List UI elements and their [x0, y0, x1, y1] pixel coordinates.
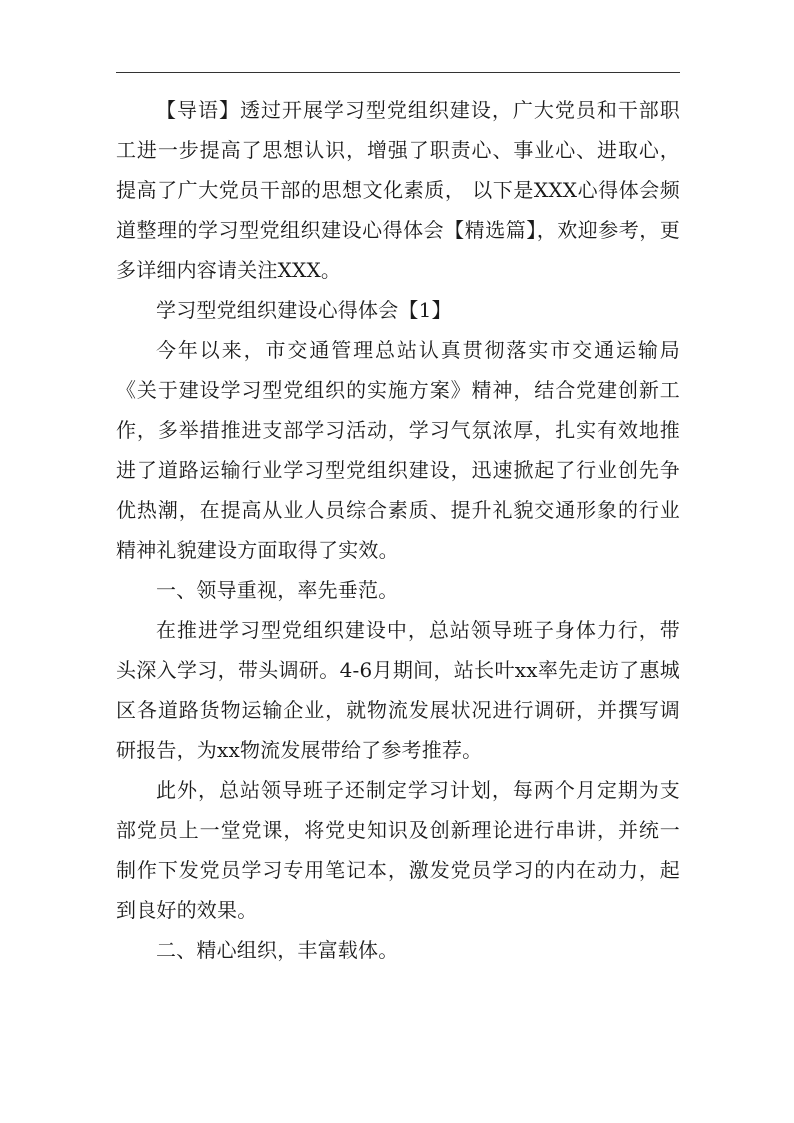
section-title: 学习型党组织建设心得体会【1】 — [156, 298, 452, 322]
section-heading: 二、精心组织，丰富载体。 — [156, 938, 399, 962]
body-paragraph: 此外，总站领导班子还制定学习计划，每两个月定期为支部党员上一堂党课，将党史知识及创新理论进行串讲，并统一制作下发党员学习专用笔记本，激发党员学习的内在动力，起到良好的效果。 — [116, 778, 680, 922]
intro-paragraph: 【导语】透过开展学习型党组织建设，广大党员和干部职工进一步提高了思想认识，增强了职责心、事业心、进取心，提高了广大党员干部的思想文化素质， 以下是XXX心得体会频道整理的学习型党组织建设心得体会【精选篇】，欢迎参考，更多详细内容请关注XXX。 — [116, 98, 680, 282]
header-rule — [116, 72, 680, 73]
section-heading: 一、领导重视，率先垂范。 — [156, 578, 399, 602]
document-body — [116, 90, 680, 970]
body-paragraph: 在推进学习型党组织建设中，总站领导班子身体力行，带头深入学习，带头调研。4-6月期间，站长叶xx率先走访了惠城区各道路货物运输企业，就物流发展状况进行调研，并撰写调研报告，为xx物流发展带给了参考推荐。 — [116, 618, 680, 762]
body-paragraph: 今年以来，市交通管理总站认真贯彻落实市交通运输局《关于建设学习型党组织的实施方案》精神，结合党建创新工作，多举措推进支部学习活动，学习气氛浓厚，扎实有效地推进了道路运输行业学习型党组织建设，迅速掀起了行业创先争优热潮，在提高从业人员综合素质、提升礼貌交通形象的行业精神礼貌建设方面取得了实效。 — [116, 338, 680, 562]
